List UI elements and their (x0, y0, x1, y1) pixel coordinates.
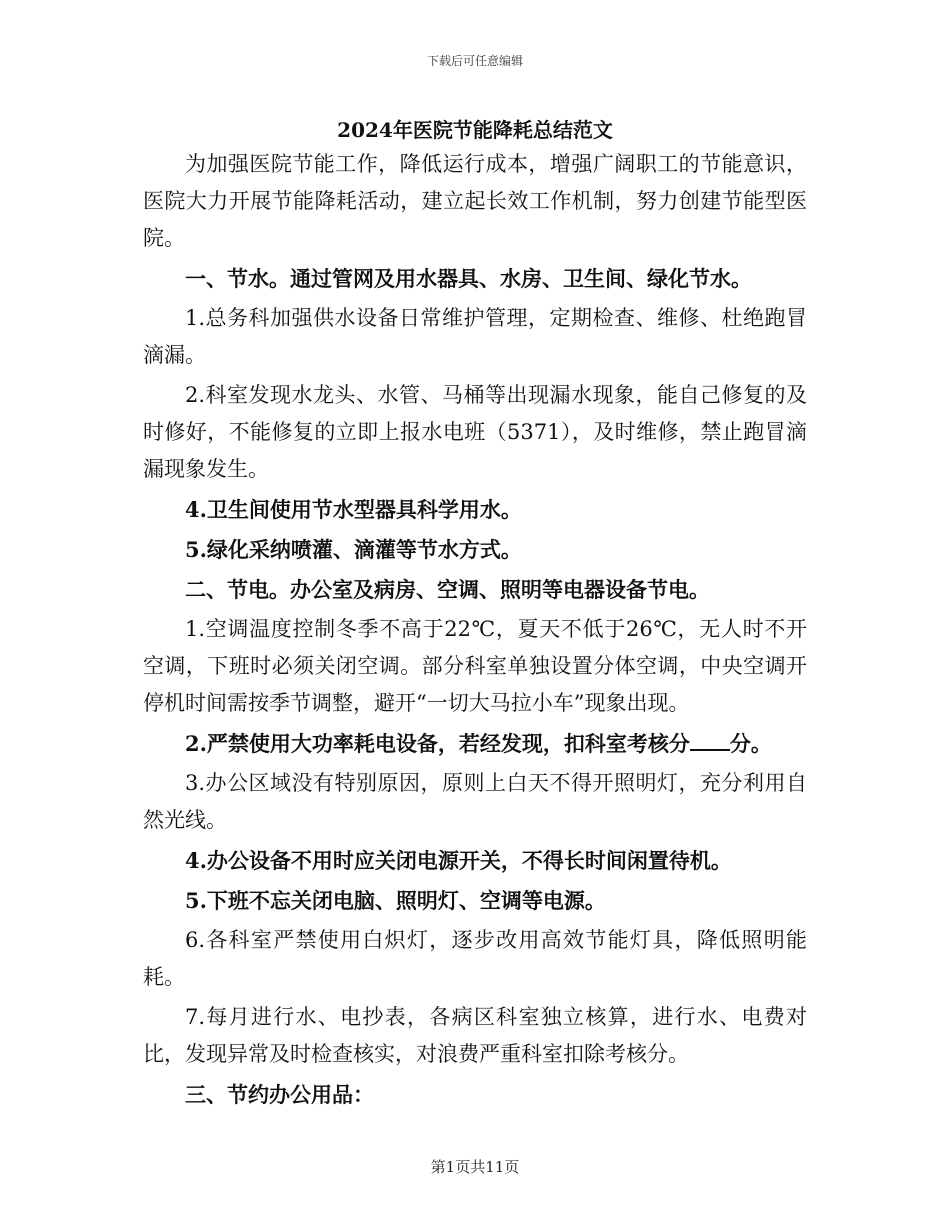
electricity-item-1: 1.空调温度控制冬季不高于22℃，夏天不低于26℃，无人时不开空调，下班时必须关闭空调。部分科室单独设置分体空调，中央空调开停机时间需按季节调整，避开“一切大马拉小车”现象出现。 (143, 617, 807, 715)
electricity-item-2 (143, 725, 807, 762)
document-title: 2024年医院节能降耗总结范文 (337, 118, 613, 142)
electricity-item-2-text: 2.严禁使用大功率耗电设备，若经发现，扣科室考核分 (185, 731, 690, 756)
electricity-item-5: 5.下班不忘关闭电脑、照明灯、空调等电源。 (185, 888, 606, 913)
fill-in-blank (690, 731, 730, 751)
water-item-2: 2.科室发现水龙头、水管、马桶等出现漏水现象，能自己修复的及时修好，不能修复的立即上报水电班（5371），及时维修，禁止跑冒滴漏现象发生。 (143, 383, 807, 481)
header-note: 下载后可任意编辑 (426, 54, 523, 68)
electricity-item-6: 6.各科室严禁使用白炽灯，逐步改用高效节能灯具，降低照明能耗。 (143, 928, 807, 989)
electricity-item-7: 7.每月进行水、电抄表，各病区科室独立核算，进行水、电费对比，发现异常及时检查核实，对浪费严重科室扣除考核分。 (143, 1005, 807, 1066)
electricity-item-4: 4.办公设备不用时应关闭电源开关，不得长时间闲置待机。 (185, 848, 732, 873)
water-item-1: 1.总务科加强供水设备日常维护管理，定期检查、维修、杜绝跑冒滴漏。 (143, 306, 807, 367)
electricity-item-3: 3.办公区域没有特别原因，原则上白天不得开照明灯，充分利用自然光线。 (143, 771, 807, 832)
document-body (143, 146, 807, 1116)
section-heading-electricity: 二、节电。办公室及病房、空调、照明等电器设备节电。 (185, 577, 710, 602)
water-item-5: 5.绿化采纳喷灌、滴灌等节水方式。 (185, 537, 522, 562)
page-footer: 第1页共11页 (430, 1158, 520, 1176)
section-heading-water: 一、节水。通过管网及用水器具、水房、卫生间、绿化节水。 (185, 266, 752, 291)
electricity-item-2-suffix: 分。 (729, 731, 772, 756)
intro-paragraph: 为加强医院节能工作，降低运行成本，增强广阔职工的节能意识，医院大力开展节能降耗活动，建立起长效工作机制，努力创建节能型医院。 (143, 152, 807, 250)
section-heading-office-supplies: 三、节约办公用品： (185, 1082, 374, 1107)
water-item-4: 4.卫生间使用节水型器具科学用水。 (185, 497, 522, 522)
